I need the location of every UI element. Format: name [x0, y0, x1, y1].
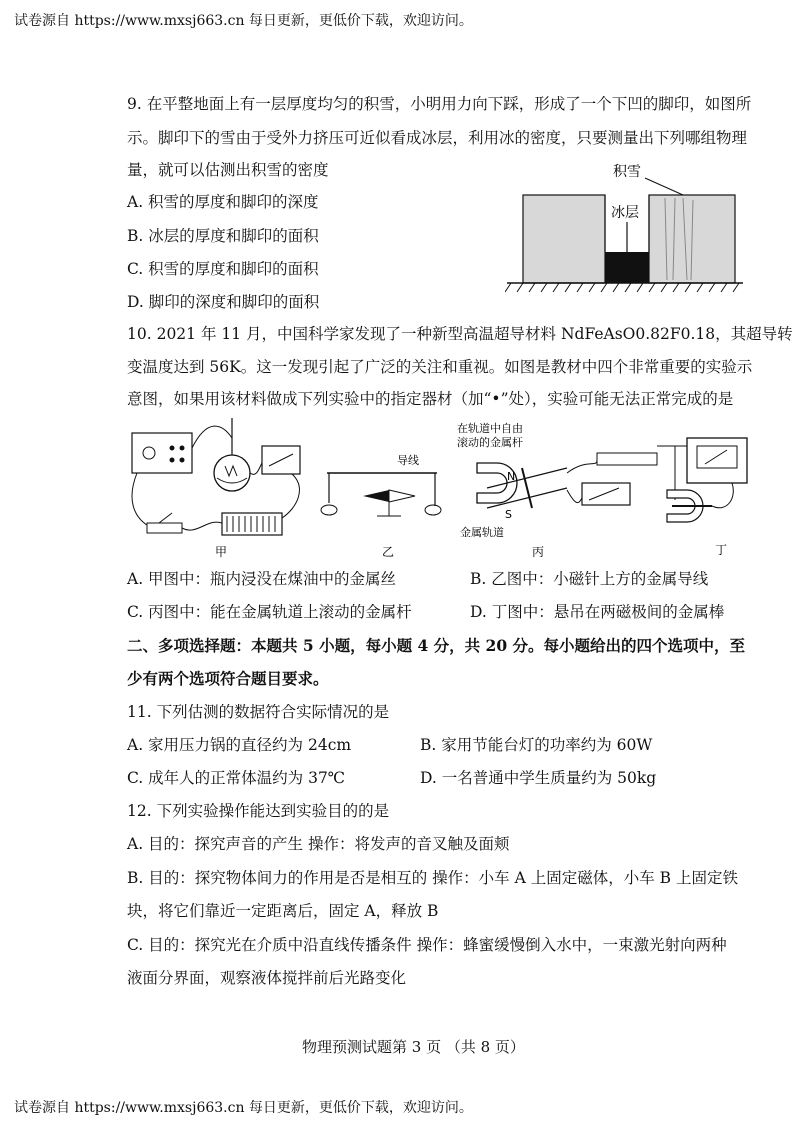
- figure-ding: [657, 438, 747, 557]
- section2-heading-line1: 二、多项选择题：本题共 5 小题，每小题 4 分，共 20 分。每小题给出的四个选项中，至: [127, 636, 746, 655]
- figure-yi: [321, 453, 441, 559]
- q10-option-c: C. 丙图中：能在金属轨道上滚动的金属杆: [127, 603, 412, 621]
- q9-stem-line3: 量，就可以估测出积雪的密度: [127, 161, 329, 179]
- q12-option-b-line2: 块，将它们靠近一定距离后，固定 A，释放 B: [127, 902, 439, 920]
- q11-option-c: C. 成年人的正常体温约为 37℃: [127, 769, 346, 787]
- header-source-line: 试卷源自 https://www.mxsj663.cn 每日更新，更低价下载，欢迎访问。: [14, 13, 473, 29]
- q9-option-a: A. 积雪的厚度和脚印的深度: [127, 193, 319, 211]
- rod-label-2: 滚动的金属杆: [457, 436, 523, 449]
- section2-heading-line2: 少有两个选项符合题目要求。: [127, 669, 329, 688]
- n-pole-label: N: [507, 470, 516, 483]
- q12-option-b-line1: B. 目的：探究物体间力的作用是否是相互的 操作：小车 A 上固定磁体，小车 B 上固定铁: [127, 869, 738, 887]
- snow-label: 积雪: [613, 164, 641, 180]
- q12-stem: 12. 下列实验操作能达到实验目的的是: [127, 802, 390, 820]
- q10-stem-line3: 意图，如果用该材料做成下列实验中的指定器材（加“•”处），实验可能无法正常完成的是: [127, 390, 734, 408]
- footer-source-line: 试卷源自 https://www.mxsj663.cn 每日更新，更低价下载，欢迎访问。: [14, 1100, 473, 1116]
- figure-bing-label: 丙: [532, 545, 545, 559]
- q11-stem: 11. 下列估测的数据符合实际情况的是: [127, 703, 390, 721]
- q12-option-c-line2: 液面分界面，观察液体搅拌前后光路变化: [127, 969, 407, 987]
- q10-stem-line2: 变温度达到 56K。这一发现引起了广泛的关注和重视。如图是教材中四个非常重要的实验示: [127, 358, 753, 376]
- q11-option-a: A. 家用压力锅的直径约为 24cm: [127, 736, 352, 754]
- figure-bing: [457, 421, 657, 559]
- q10-option-b: B. 乙图中：小磁针上方的金属导线: [470, 570, 709, 588]
- q9-stem-line1: 9. 在平整地面上有一层厚度均匀的积雪，小明用力向下踩，形成了一个下凹的脚印，如图所: [127, 95, 752, 113]
- track-label: 金属轨道: [460, 526, 504, 539]
- q12-option-c-line1: C. 目的：探究光在介质中沿直线传播条件 操作：蜂蜜缓慢倒入水中，一束激光射向两种: [127, 936, 727, 954]
- q9-option-b: B. 冰层的厚度和脚印的面积: [127, 227, 319, 245]
- snow-block-left: [523, 195, 605, 283]
- figure-jia: [132, 418, 300, 559]
- figure-yi-label: 乙: [382, 545, 395, 559]
- figure-ding-label: 丁: [715, 543, 728, 557]
- q11-option-d: D. 一名普通中学生质量约为 50kg: [420, 769, 657, 787]
- snow-footprint-figure: [505, 162, 745, 297]
- q11-option-b: B. 家用节能台灯的功率约为 60W: [420, 736, 653, 754]
- q9-option-c: C. 积雪的厚度和脚印的面积: [127, 260, 319, 278]
- q10-experiment-figures: [127, 418, 767, 560]
- q10-option-a: A. 甲图中：瓶内浸没在煤油中的金属丝: [127, 570, 397, 588]
- s-pole-label: S: [505, 508, 512, 521]
- page-number-footer: 物理预测试题第 3 页 （共 8 页）: [302, 1038, 525, 1056]
- q10-stem-line1: 10. 2021 年 11 月，中国科学家发现了一种新型高温超导材料 NdFeAsO0.82F0.18，其超导转: [127, 325, 793, 343]
- ice-label: 冰层: [611, 205, 639, 221]
- wire-label: 导线: [397, 454, 419, 467]
- q12-option-a: A. 目的：探究声音的产生 操作：将发声的音叉触及面颊: [127, 835, 510, 853]
- q9-option-d: D. 脚印的深度和脚印的面积: [127, 293, 320, 311]
- q9-stem-line2: 示。脚印下的雪由于受外力挤压可近似看成冰层，利用冰的密度，只要测量出下列哪组物理: [127, 129, 748, 147]
- figure-jia-label: 甲: [215, 545, 228, 559]
- rod-label-1: 在轨道中自由: [457, 422, 523, 435]
- q10-option-d: D. 丁图中：悬吊在两磁极间的金属棒: [470, 603, 725, 621]
- ice-layer: [605, 252, 649, 283]
